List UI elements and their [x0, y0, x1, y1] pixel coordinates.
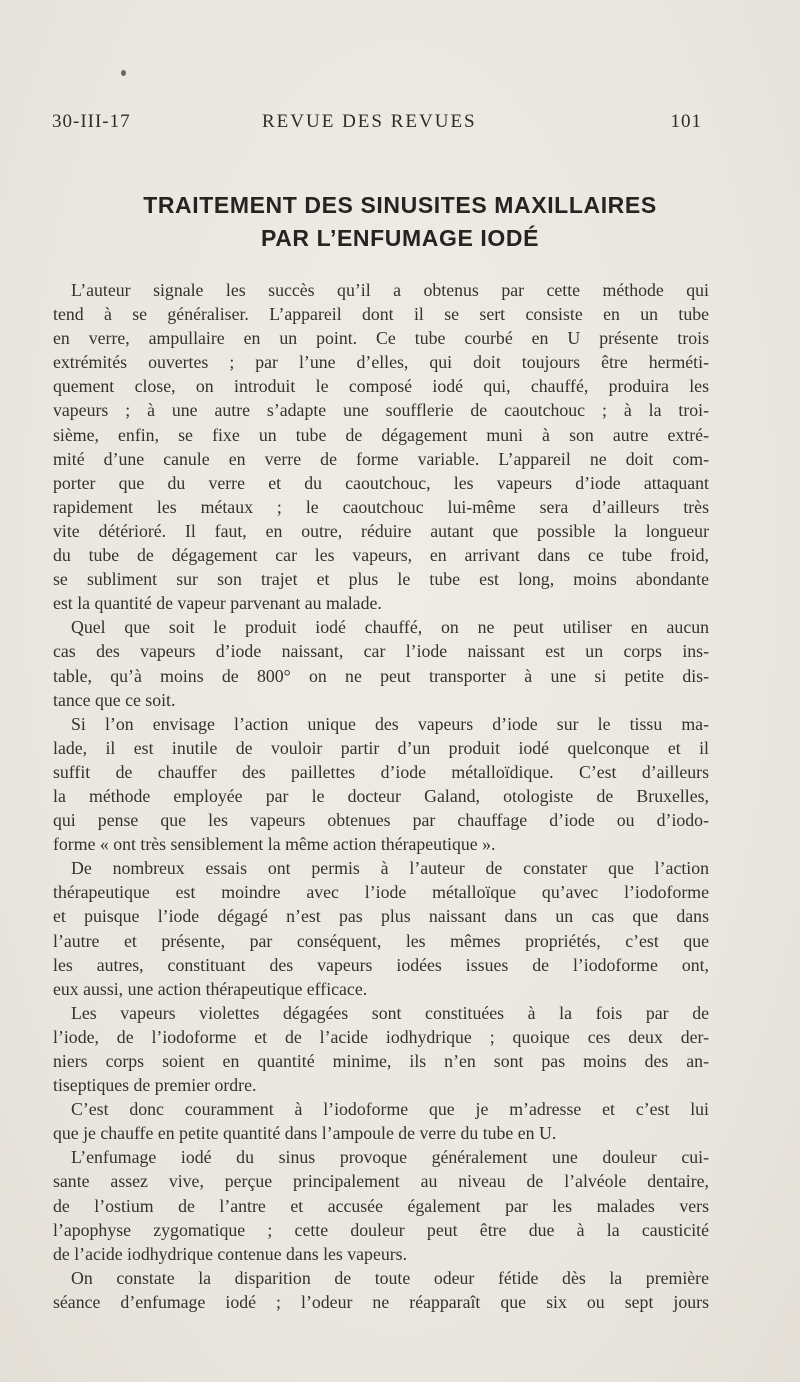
article-title-line-1: TRAITEMENT DES SINUSITES MAXILLAIRES: [143, 192, 657, 218]
article-body: [53, 278, 709, 1314]
text-line: du tube de dégagement car les vapeurs, en arrivant dans ce tube froid,: [53, 545, 709, 566]
text-line: tance que ce soit.: [53, 689, 176, 710]
text-line: la méthode employée par le docteur Galand, otologiste de Bruxelles,: [53, 785, 709, 806]
issue-date: 30-III-17: [52, 111, 131, 132]
text-line: tend à se généraliser. L’appareil dont il se sert consiste en un tube: [53, 304, 709, 325]
text-line: qui pense que les vapeurs obtenues par chauffage d’iode ou d’iodo-: [53, 810, 709, 831]
text-line: et puisque l’iode dégagé n’est pas plus naissant dans un cas que dans: [53, 906, 709, 927]
text-line: rapidement les métaux ; le caoutchouc lui-même sera d’ailleurs très: [53, 496, 709, 517]
text-line: eux aussi, une action thérapeutique efficace.: [53, 978, 368, 999]
text-line: Les vapeurs violettes dégagées sont constituées à la fois par de: [71, 1002, 709, 1023]
text-line: quement close, on introduit le composé iodé qui, chauffé, produira les: [53, 376, 709, 397]
text-line: en verre, ampullaire en un point. Ce tube courbé en U présente trois: [53, 328, 709, 349]
text-line: Quel que soit le produit iodé chauffé, on ne peut utiliser en aucun: [71, 617, 709, 638]
text-line: l’apophyse zygomatique ; cette douleur peut être due à la causticité: [53, 1219, 709, 1240]
text-line: de l’ostium de l’antre et accusée également par les malades vers: [53, 1195, 709, 1216]
text-line: sante assez vive, perçue principalement au niveau de l’alvéole dentaire,: [53, 1171, 709, 1192]
text-line: lade, il est inutile de vouloir partir d’un produit iodé quelconque et il: [53, 737, 709, 758]
article-title-line-2: PAR L’ENFUMAGE IODÉ: [260, 225, 540, 251]
page-number: 101: [670, 111, 702, 132]
text-line: L’enfumage iodé du sinus provoque généralement une douleur cui-: [71, 1147, 709, 1168]
text-line: extrémités ouvertes ; par l’une d’elles, qui doit toujours être herméti-: [53, 352, 709, 373]
text-line: vite détérioré. Il faut, en outre, réduire autant que possible la longueur: [53, 520, 709, 541]
text-line: sième, enfin, se fixe un tube de dégagement muni à son autre extré-: [53, 424, 709, 445]
text-line: De nombreux essais ont permis à l’auteur de constater que l’action: [71, 858, 709, 879]
text-line: tiseptiques de premier ordre.: [53, 1075, 257, 1096]
running-header: [52, 111, 702, 139]
text-line: se subliment sur son trajet et plus le tube est long, moins abondante: [53, 569, 709, 590]
text-line: les autres, constituant des vapeurs iodées issues de l’iodoforme ont,: [53, 954, 709, 975]
article-title: [40, 189, 760, 255]
text-line: cas des vapeurs d’iode naissant, car l’iode naissant est un corps ins-: [53, 641, 709, 662]
journal-title: REVUE DES REVUES: [262, 111, 477, 132]
text-line: On constate la disparition de toute odeur fétide dès la première: [71, 1267, 709, 1288]
text-line: est la quantité de vapeur parvenant au malade.: [53, 593, 382, 614]
text-line: porter que du verre et du caoutchouc, les vapeurs d’iode attaquant: [53, 472, 709, 493]
text-line: séance d’enfumage iodé ; l’odeur ne réapparaît que six ou sept jours: [53, 1291, 709, 1312]
text-line: niers corps soient en quantité minime, ils n’en sont pas moins des an-: [53, 1051, 709, 1071]
text-line: suffit de chauffer des paillettes d’iode métalloïdique. C’est d’ailleurs: [53, 761, 709, 782]
text-line: thérapeutique est moindre avec l’iode métalloïque qu’avec l’iodoforme: [53, 882, 709, 903]
text-line: l’autre et présente, par conséquent, les mêmes propriétés, c’est que: [53, 930, 709, 951]
text-line: L’auteur signale les succès qu’il a obtenus par cette méthode qui: [71, 280, 709, 300]
text-line: Si l’on envisage l’action unique des vapeurs d’iode sur le tissu ma-: [71, 713, 709, 734]
text-line: C’est donc couramment à l’iodoforme que je m’adresse et c’est lui: [71, 1099, 709, 1120]
text-line: forme « ont très sensiblement la même action thérapeutique ».: [53, 834, 496, 855]
text-line: de l’acide iodhydrique contenue dans les vapeurs.: [53, 1243, 408, 1264]
text-line: l’iode, de l’iodoforme et de l’acide iodhydrique ; quoique ces deux der-: [53, 1026, 709, 1047]
text-line: vapeurs ; à une autre s’adapte une soufflerie de caoutchouc ; à la troi-: [53, 400, 709, 421]
text-line: que je chauffe en petite quantité dans l’ampoule de verre du tube en U.: [53, 1123, 557, 1144]
text-line: mité d’une canule en verre de forme variable. L’appareil ne doit com-: [53, 448, 709, 469]
text-line: table, qu’à moins de 800° on ne peut transporter à une si petite dis-: [53, 665, 709, 686]
ink-speck: [121, 70, 126, 76]
